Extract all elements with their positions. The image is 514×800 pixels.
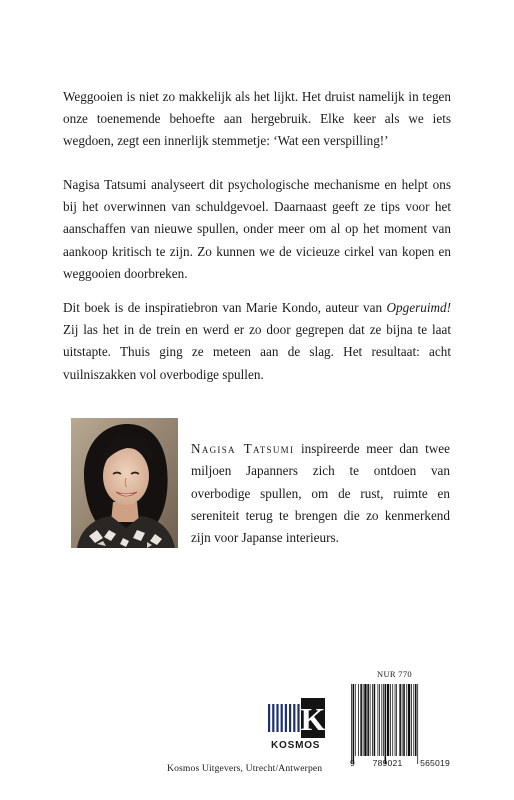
barcode-bar [363,684,364,756]
logo-wordmark: KOSMOS [271,740,321,751]
barcode-bar [399,684,401,756]
barcode-digits-left: 789021 [372,758,403,768]
barcode-bar [372,684,373,756]
logo-letter: K [300,701,326,737]
barcode-bar [392,684,393,756]
blurb-paragraph-2: Nagisa Tatsumi analyseert dit psychologische mechanisme en helpt ons bij het overwinnen van schuldgevoel. Daarnaast geeft ze tips voor het aanschaffen van nieuwe spullen, onder meer om al op het moment van aankoop kritisch te zijn. Zo kunnen we de vicieuze cirkel van kopen en weggooien doorbreken. [63,177,451,281]
barcode-bar [417,684,418,764]
publisher-logo [268,694,328,744]
barcode-bar [370,684,371,756]
barcode-bar [381,684,382,756]
barcode-bar [395,684,396,756]
kosmos-logo-icon [268,694,328,744]
barcode-bar [403,684,405,756]
barcode-bar [406,684,407,756]
author-photo [71,418,178,548]
barcode-bar [385,684,387,764]
barcode-bar [378,684,379,756]
barcode-bar [364,684,366,756]
barcode-bar [351,684,352,764]
nur-code: NUR 770 [377,669,412,679]
book-title: Opgeruimd! [386,300,451,315]
author-bio [191,438,450,549]
barcode-bar [353,684,355,764]
barcode-bar [411,684,412,756]
blurb-text-after: Zij las het in de trein en werd er zo door gegrepen dat ze bijna te laat uitstapte. Thuis ging ze meteen aan de slag. Het resultaat: acht vuilniszakken vol overbodige spullen. [63,322,451,382]
publisher-line: Kosmos Uitgevers, Utrecht/Antwerpen [167,763,323,774]
barcode-bar [415,684,417,756]
barcode-bar [387,684,389,756]
barcode-number [350,758,450,768]
barcode-bar [402,684,403,756]
barcode-bar [358,684,359,756]
blurb-text-before: Dit boek is de inspiratiebron van Marie Kondo, auteur van [63,300,387,315]
barcode-bar [408,684,410,756]
barcode-bar [390,684,391,756]
barcode-digit-prefix: 9 [350,758,355,768]
barcode-bar [355,684,356,756]
barcode-bar [383,684,384,756]
barcode-bar [367,684,369,756]
blurb-paragraph-1: Weggooien is niet zo makkelijk als het lijkt. Het druist namelijk in tegen onze toenemende behoefte aan hergebruik. Elke keer als we iets wegdoen, zegt een innerlijk stemmetje: ‘Wat een verspilling!’ [63,89,451,149]
author-name: Nagisa Tatsumi [191,441,295,456]
barcode-bar [374,684,376,756]
author-portrait-image [71,418,178,548]
barcode-bar [360,684,362,756]
barcode-bar [413,684,414,756]
barcode-digits-right: 565019 [420,758,450,768]
blurb-paragraph-3 [63,297,451,386]
barcode-bar [379,684,380,756]
author-bio-text: inspireerde meer dan twee miljoen Japanners zich te ontdoen van overbodige spullen, om de rust, ruimte en sereniteit terug te brengen die zo kenmerkend zijn voor Japanse interieurs. [191,441,451,546]
barcode-bar [396,684,397,756]
barcode [350,684,450,764]
